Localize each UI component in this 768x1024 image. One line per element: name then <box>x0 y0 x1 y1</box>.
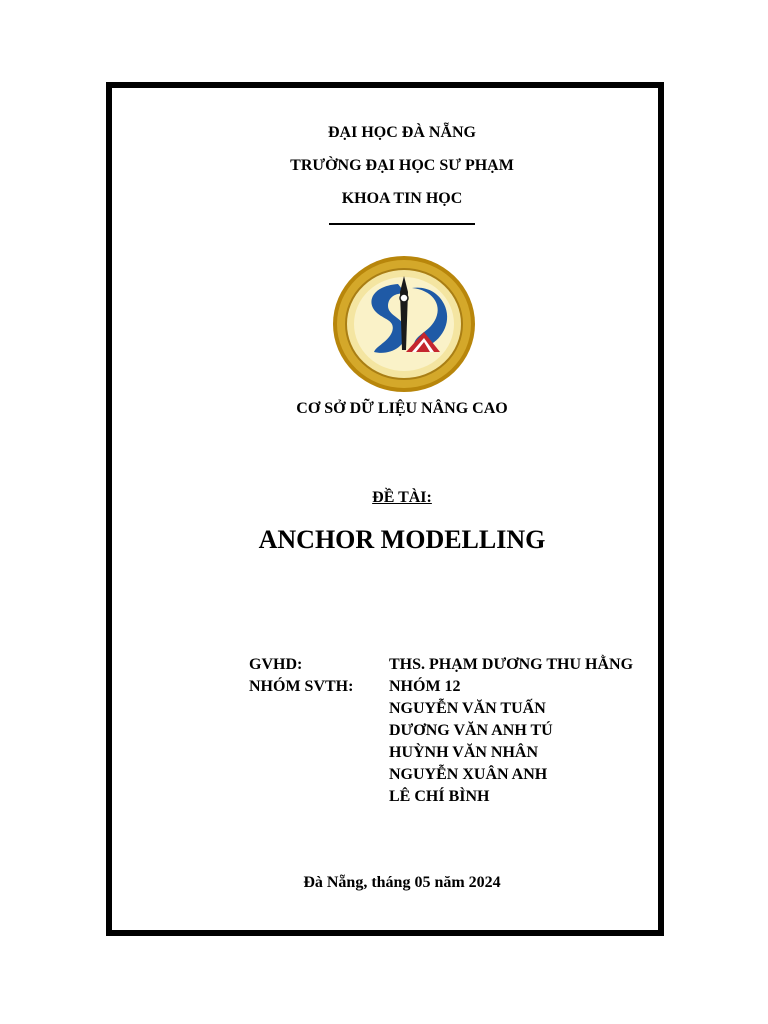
place-date: Đà Nẵng, tháng 05 năm 2024 <box>303 874 501 891</box>
group-row <box>249 678 461 696</box>
group-name: NHÓM 12 <box>389 678 461 695</box>
member-name: DƯƠNG VĂN ANH TÚ <box>389 722 553 739</box>
topic-label: ĐỀ TÀI: <box>372 489 432 506</box>
member-name: NGUYỄN XUÂN ANH <box>389 766 548 783</box>
member-row <box>249 722 553 740</box>
page-border <box>106 82 664 936</box>
university-seal-icon <box>332 254 476 394</box>
member-row <box>249 788 489 806</box>
member-name: NGUYỄN VĂN TUẤN <box>389 700 546 717</box>
topic-title: ANCHOR MODELLING <box>258 525 546 554</box>
member-row <box>249 700 546 718</box>
supervisor-row <box>249 656 633 674</box>
group-label: NHÓM SVTH: <box>249 678 354 695</box>
supervisor-name: THS. PHẠM DƯƠNG THU HẰNG <box>389 656 634 673</box>
supervisor-label: GVHD: <box>249 656 303 673</box>
university-name: ĐẠI HỌC ĐÀ NẴNG <box>328 124 476 141</box>
course-name: CƠ SỞ DỮ LIỆU NÂNG CAO <box>296 400 508 417</box>
member-row <box>249 744 538 762</box>
member-name: LÊ CHÍ BÌNH <box>389 788 490 805</box>
department-name: KHOA TIN HỌC <box>341 190 463 207</box>
header-divider <box>329 223 475 225</box>
member-name: HUỲNH VĂN NHÂN <box>389 744 539 761</box>
school-name: TRƯỜNG ĐẠI HỌC SƯ PHẠM <box>290 157 514 174</box>
member-row <box>249 766 547 784</box>
